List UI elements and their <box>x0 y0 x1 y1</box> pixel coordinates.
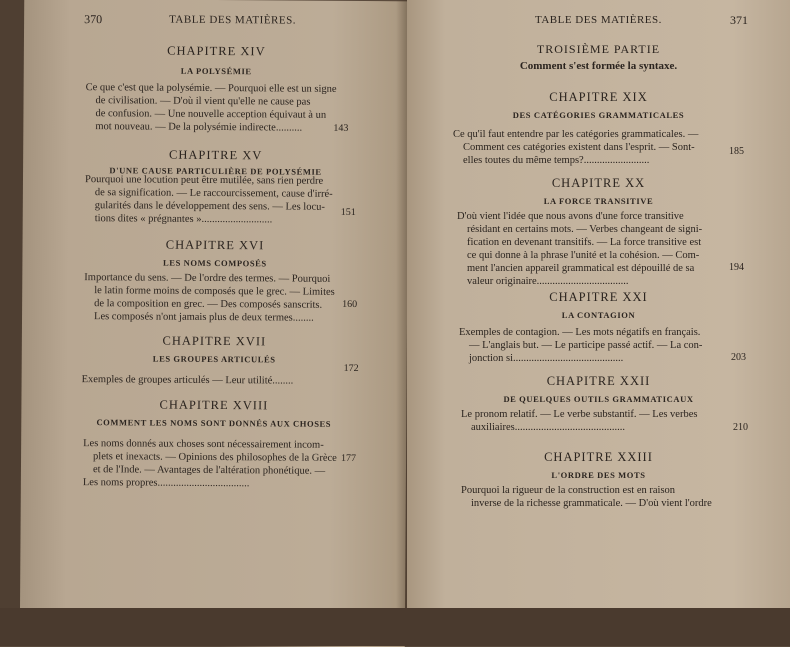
chapter-title: CHAPITRE XVII <box>162 333 267 349</box>
right-page <box>407 0 790 646</box>
page-reference: 177 <box>341 452 357 464</box>
left-page-number: 370 <box>84 12 103 27</box>
chapter-title: CHAPITRE XX <box>551 176 646 190</box>
summary-line: Les noms propres................................... <box>82 477 250 490</box>
summary-line: plets et inexacts. — Opinions des philosophes de la Grèce <box>93 451 337 464</box>
chapter-title: CHAPITRE XVIII <box>159 397 269 413</box>
book-bottom-shadow <box>0 608 790 646</box>
summary-line: ce qui donne à la phrase l'unité et la cohésion. — Com- <box>467 250 700 261</box>
chapter-subtitle: LA FORCE TRANSITIVE <box>543 196 654 206</box>
chapter-title: CHAPITRE XXII <box>546 374 651 388</box>
chapter-summary <box>83 437 383 491</box>
summary-line: de civilisation. — D'où il vient qu'elle ne cause pas <box>95 95 311 108</box>
summary-line: Les noms donnés aux choses sont nécessairement incom- <box>83 438 324 451</box>
chapter-subtitle: DES CATÉGORIES GRAMMATICALES <box>512 110 685 120</box>
chapter-subtitle: LES NOMS COMPOSÉS <box>163 257 267 269</box>
chapter-title: CHAPITRE XIX <box>549 90 648 104</box>
chapter-subtitle: LA CONTAGION <box>561 310 636 320</box>
summary-line: Pourquoi une locution peut être mutilée, sans rien perdre <box>84 174 324 187</box>
summary-line: tions dites « prégnantes »........................... <box>94 213 273 226</box>
chapter-title: CHAPITRE XV <box>168 147 263 163</box>
summary-line: Ce que c'est que la polysémie. — Pourquoi elle est un signe <box>85 82 337 95</box>
chapter-summary <box>457 210 777 288</box>
summary-line: Pourquoi la rigueur de la construction est en raison <box>461 485 676 496</box>
summary-line: inverse de la richesse grammaticale. — D'où vient l'ordre <box>471 498 712 509</box>
page-reference: 172 <box>343 362 359 375</box>
left-page <box>20 0 410 647</box>
chapter-title: CHAPITRE XIV <box>167 43 266 59</box>
right-running-header: TABLE DES MATIÈRES. <box>535 14 662 26</box>
page-reference: 151 <box>340 206 356 218</box>
chapter-summary <box>461 484 781 510</box>
chapter-title: CHAPITRE XVI <box>165 237 265 253</box>
summary-line: résidant en certains mots. — Verbes changeant de signi- <box>467 224 703 235</box>
chapter-title: CHAPITRE XXI <box>549 290 648 304</box>
left-running-header: TABLE DES MATIÈRES. <box>169 13 297 27</box>
summary-line: et de l'Inde. — Avantages de l'altération phonétique. — <box>92 464 326 477</box>
chapter-subtitle: LES GROUPES ARTICULÉS <box>152 353 276 365</box>
chapter-summary <box>453 128 773 167</box>
chapter-subtitle: COMMENT LES NOMS SONT DONNÉS AUX CHOSES <box>96 417 332 429</box>
summary-line: Importance du sens. — De l'ordre des termes. — Pourquoi <box>84 272 331 285</box>
page-reference: 203 <box>731 352 746 363</box>
summary-line: Ce qu'il faut entendre par les catégories grammaticales. — <box>453 129 699 140</box>
summary-line: de la composition en grec. — Des composés sanscrits. <box>94 298 323 311</box>
page-reference: 185 <box>729 146 744 157</box>
summary-line: de sa signification. — Le raccourcissement, cause d'irré- <box>94 187 333 200</box>
chapter-subtitle: D'UNE CAUSE PARTICULIÈRE DE POLYSÉMIE <box>109 165 322 177</box>
chapter-summary <box>85 173 385 227</box>
page-reference: 194 <box>729 262 744 273</box>
page-reference: 160 <box>342 298 358 310</box>
summary-line: ment l'ancien appareil grammatical est dépouillé de sa <box>467 263 695 274</box>
summary-line: Le pronom relatif. — Le verbe substantif. — Les verbes <box>461 409 698 420</box>
summary-line: Les composés n'ont jamais plus de deux termes........ <box>94 311 314 324</box>
summary-line: Exemples de groupes articulés — Leur utilité........ <box>81 374 294 387</box>
page-reference: 143 <box>333 122 349 134</box>
summary-line: Exemples de contagion. — Les mots négatifs en français. <box>459 327 701 338</box>
page-reference: 210 <box>733 422 748 433</box>
part-subtitle: Comment s'est formée la syntaxe. <box>519 60 678 72</box>
chapter-title: CHAPITRE XXIII <box>544 450 653 464</box>
chapter-summary <box>82 373 372 388</box>
part-title: TROISIÈME PARTIE <box>536 42 661 56</box>
summary-line: elles toutes du même temps?......................... <box>463 155 650 166</box>
summary-line: gularités dans le développement des sens. — Les locu- <box>94 200 325 213</box>
summary-line: — L'anglais but. — Le participe passé actif. — La con- <box>469 340 703 351</box>
chapter-subtitle: LA POLYSÉMIE <box>180 65 252 77</box>
summary-line: de confusion. — Une nouvelle acception équivaut à un <box>95 108 327 121</box>
summary-line: auxiliaires.......................................... <box>471 422 625 433</box>
summary-line: mot nouveau. — De la polysémie indirecte.......... <box>95 121 303 134</box>
chapter-summary <box>84 271 384 325</box>
chapter-subtitle: L'ORDRE DES MOTS <box>551 470 646 480</box>
chapter-subtitle: DE QUELQUES OUTILS GRAMMATICAUX <box>503 394 694 404</box>
summary-line: jonction si.......................................... <box>469 353 624 364</box>
summary-line: Comment ces catégories existent dans l'esprit. — Sont- <box>463 142 695 153</box>
summary-line: D'où vient l'idée que nous avons d'une force transitive <box>457 211 684 222</box>
summary-line: valeur originaire................................... <box>467 276 629 287</box>
right-page-number: 371 <box>730 13 748 27</box>
summary-line: fication en devenant transitifs. — La force transitive est <box>467 237 702 248</box>
summary-line: le latin forme moins de composés que le grec. — Limites <box>94 285 335 298</box>
